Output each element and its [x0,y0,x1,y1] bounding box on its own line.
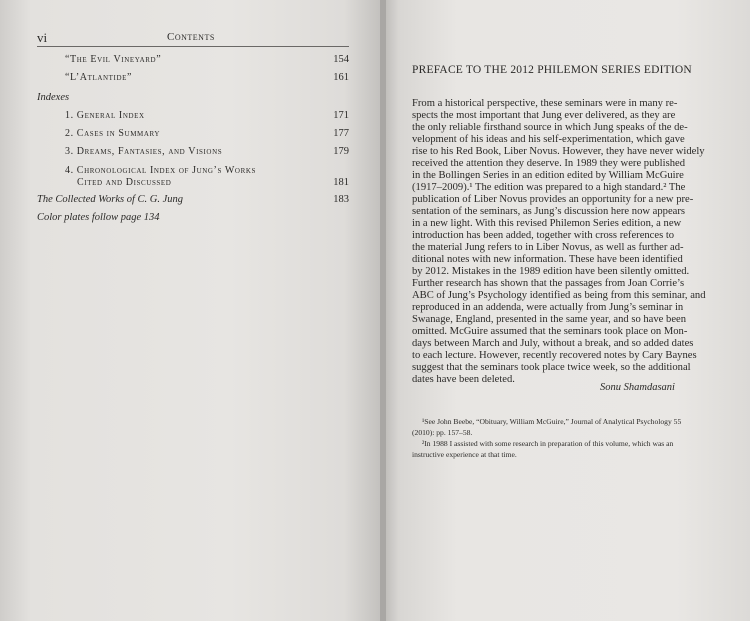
body-line: omitted. McGuire assumed that the seminars took place on Mon- [412,326,688,337]
body-line: in the Bollingen Series in an edition edited by William McGuire [412,170,684,181]
footnote-line: ²In 1988 I assisted with some research in preparation of this volume, which was an [422,439,674,448]
header-rule [37,46,349,47]
body-line: in a new light. With this revised Philemon Series edition, a new [412,218,682,229]
toc-entry [37,177,349,193]
toc-entry [37,194,349,210]
body-line: introduction has been added, together with cross references to [412,230,675,241]
body-line: reproduced in an addenda, were actually from Jung’s seminar in [412,302,684,313]
body-line: by 2012. Mistakes in the 1989 edition have been silently omitted. [412,266,690,277]
toc-entry-page: 183 [333,194,349,205]
toc-section-title: Indexes [37,92,70,103]
body-line: to each lecture. However, recently recovered notes by Cary Baynes [412,350,697,361]
preface-title: PREFACE TO THE 2012 PHILEMON SERIES EDITION [412,64,692,76]
toc-entry-page: 161 [333,72,349,83]
toc-entry-title: Cited and Discussed [77,177,172,188]
toc-entry [37,54,349,70]
toc-entry-title: “The Evil Vineyard” [65,54,162,65]
toc-entry-title: 3. Dreams, Fantasies, and Visions [65,146,223,157]
body-line: the material Jung refers to in Liber Novus, as well as further ad- [412,242,684,253]
toc-entry-title: 4. Chronological Index of Jung’s Works [65,165,257,176]
running-head [37,30,349,44]
toc-entry-page: 177 [333,128,349,139]
body-line: publication of Liber Novus provides an opportunity for a new pre- [412,194,694,205]
toc-entry [37,110,349,126]
toc-entry [37,146,349,162]
body-line: ABC of Jung’s Psychology identified as being from this seminar, and [412,290,706,301]
body-line: received the attention they deserve. In 1989 they were published [412,158,685,169]
toc-entry-page: 171 [333,110,349,121]
body-line: Further research has shown that the passages from Joan Corrie’s [412,278,685,289]
toc-note-text: Color plates follow page 134 [37,212,160,223]
body-line: suggest that the seminars took place twice week, so the additional [412,362,691,373]
toc-entry [37,72,349,88]
author-signature: Sonu Shamdasani [600,382,675,393]
footnote-line: (2010): pp. 157–58. [412,428,473,437]
body-line: sentation of the seminars, as Jung’s discussion here now appears [412,206,686,217]
toc-entry [37,128,349,144]
body-line: ditional notes with new information. These have been identified [412,254,683,265]
toc-entry-title: 2. Cases in Summary [65,128,161,139]
running-head-title: Contents [167,31,215,43]
book-gutter [380,0,386,621]
toc-note [37,212,349,228]
body-line: (1917–2009).¹ The edition was prepared to a high standard.² The [412,182,686,193]
folio: vi [37,30,48,45]
body-line: rise to his Red Book, Liber Novus. However, they have never widely [412,146,705,157]
body-line: Swanage, England, presented in the same year, and so have been [412,314,687,325]
toc-section-heading [37,92,349,108]
body-line: velopment of his ideas and his self-experimentation, which gave [412,134,685,145]
toc-entry-title: “L’Atlantide” [65,72,133,83]
toc-entry-page: 179 [333,146,349,157]
body-line: spects the most important that Jung ever delivered, as they are [412,110,676,121]
toc-entry-page: 154 [333,54,349,65]
toc-entry-title: 1. General Index [65,110,145,121]
footnote-line: ¹See John Beebe, “Obituary, William McGuire,” Journal of Analytical Psychology 55 [422,417,682,426]
body-line: the only reliable firsthand source in which Jung speaks of the de- [412,122,688,133]
toc-entry-page: 181 [333,177,349,188]
body-line: dates have been deleted. [412,374,515,385]
footnote-line: instructive experience at that time. [412,450,517,459]
body-line: From a historical perspective, these seminars were in many re- [412,98,678,109]
body-line: days between March and July, without a break, and so added dates [412,338,694,349]
toc-entry-title: The Collected Works of C. G. Jung [37,194,184,205]
